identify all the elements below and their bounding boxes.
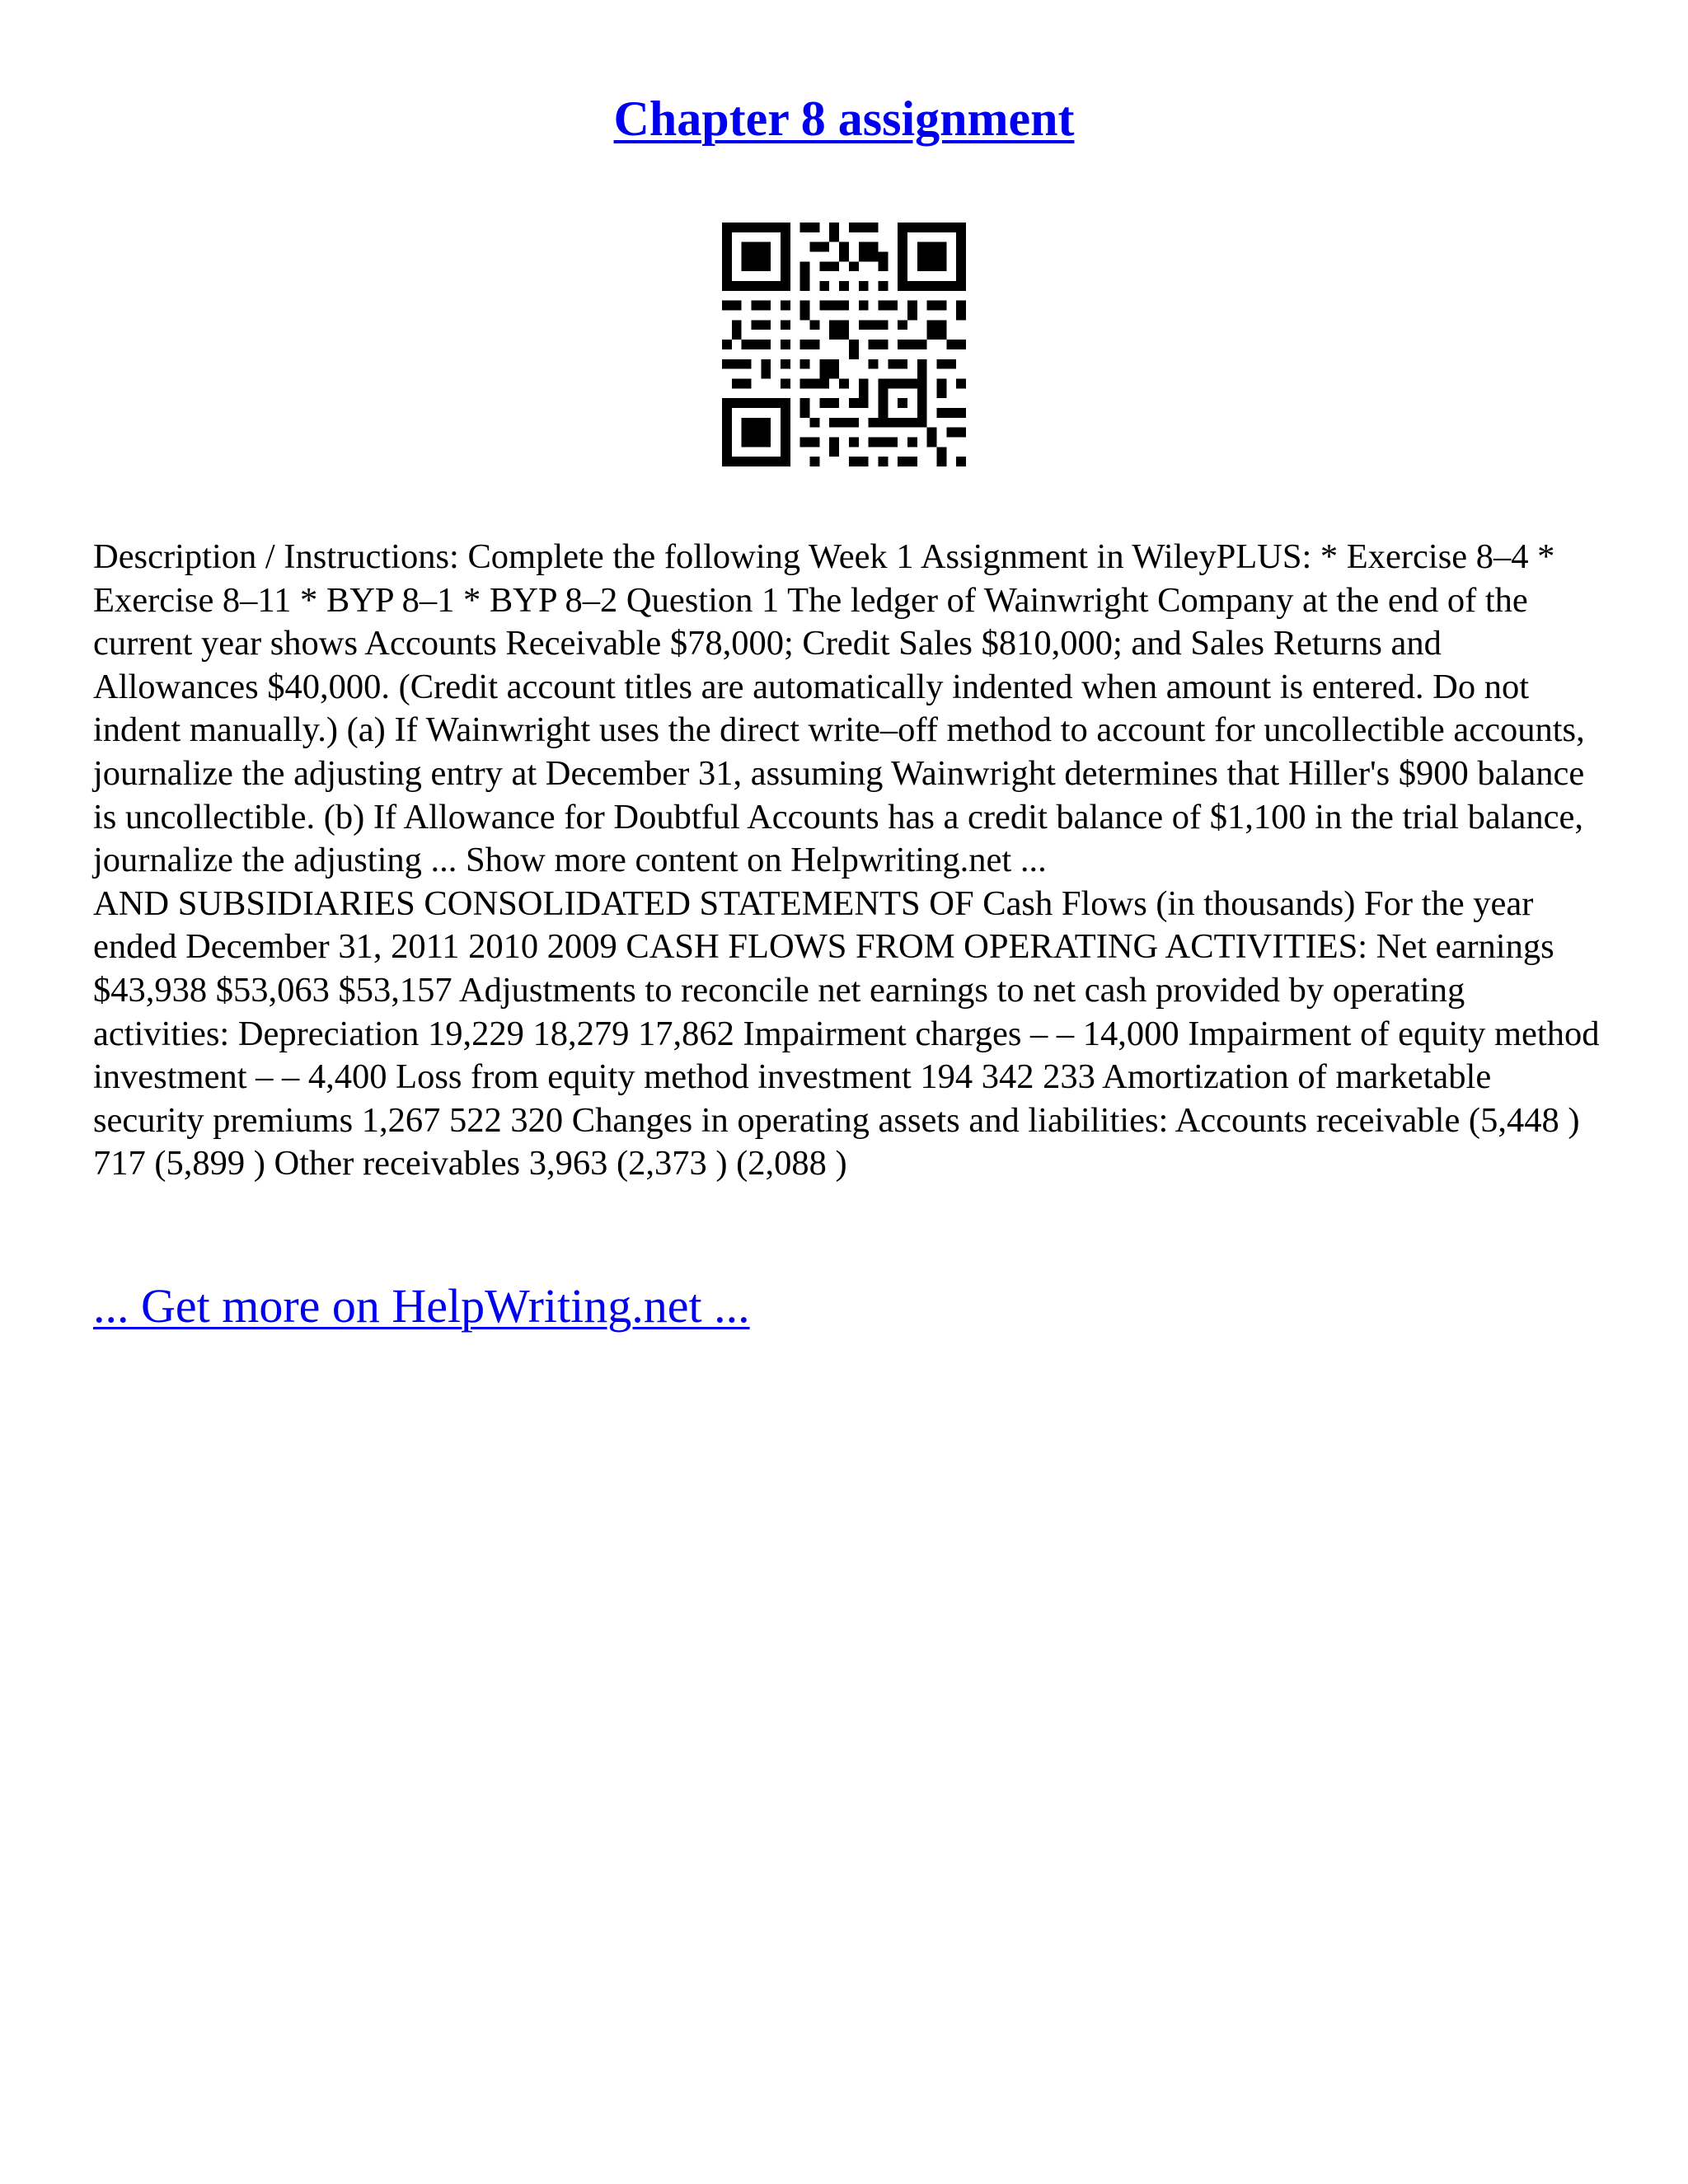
title-link[interactable]: Chapter 8 assignment: [613, 91, 1075, 146]
paragraph-instructions: Description / Instructions: Complete the following Week 1 Assignment in WileyPLUS: * Exercise 8–4 * Exercise 8–11 * BYP 8–1 * BYP 8–2 Question 1 The ledger of Wainwright Company at the end of the current year shows Accounts Receivable $78,000; Credit Sales $810,000; and Sales Returns and Allowances $40,000. (Credit account titles are automatically indented when amount is entered. Do not indent manually.) (a) If Wainwright uses the direct write–off method to account for uncollectible accounts, journalize the adjusting entry at December 31, assuming Wainwright determines that Hiller's $900 balance is uncollectible. (b) If Allowance for Doubtful Accounts has a credit balance of $1,100 in the trial balance, journalize the adjusting ... Show more content on Helpwriting.net ...: [93, 537, 1585, 880]
get-more-link[interactable]: ... Get more on HelpWriting.net ...: [93, 1279, 750, 1333]
qr-code-icon: [722, 223, 966, 466]
page-title: [0, 89, 1688, 148]
paragraph-cash-flows: AND SUBSIDIARIES CONSOLIDATED STATEMENTS OF Cash Flows (in thousands) For the year ended December 31, 2011 2010 2009 CASH FLOWS FROM OPERATING ACTIVITIES: Net earnings $43,938 $53,063 $53,157 Adjustments to reconcile net earnings to net cash provided by operating activities: Depreciation 19,229 18,279 17,862 Impairment charges – – 14,000 Impairment of equity method investment – – 4,400 Loss from equity method investment 194 342 233 Amortization of marketable security premiums 1,267 522 320 Changes in operating assets and liabilities: Accounts receivable (5,448 ) 717 (5,899 ) Other receivables 3,963 (2,373 ) (2,088 ): [93, 883, 1600, 1183]
more-link-container: [93, 1277, 750, 1335]
document-body: [93, 536, 1610, 1186]
